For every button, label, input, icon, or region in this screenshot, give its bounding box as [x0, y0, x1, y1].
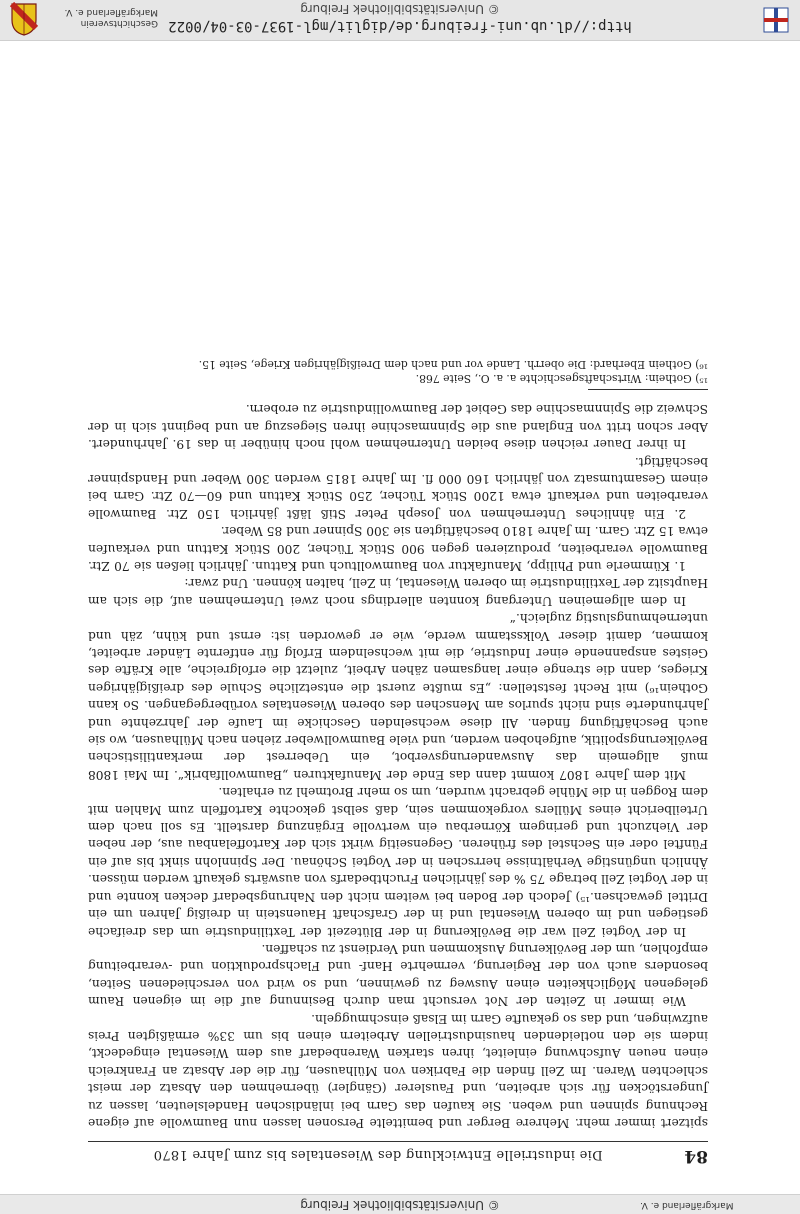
- paragraph: In der Vogtei Zell war die Bevölkerung in der Blütezeit der Textilindustrie um das dreifache gestiegen und im oberen Wiesental und in der Grafschaft Hauenstein in dreißig Jahren um ein Drittel gewachsen.¹⁵) Jedoch der Boden bei weitem nicht den Nahrungsbedarf decken konnte und in der Vogtei Zell betrage 75 % des jährlichen Fruchtbedarfs von auswärts gekauft werden müssen. Ähnlich ungünstige Verhältnisse herrschen in der Vogtei Schönau. Der Spinnlohn sinkt bis auf ein Fünftel oder ein Sechstel des früheren. Gegenseitig wirkt sich der Kartoffelanbau aus, der neben der Viehzucht und geringem Körnerbau ein wertvolle Ergänzung darstellt. Es soll nach dem Urteilbericht eines Müllers vorgekommen sein, daß selbst gekochte Kartoffeln zum Mahlen mit dem Roggen in die Mühle gebracht wurden, um so mehr Brotmehl zu erhalten.: [88, 785, 708, 939]
- paragraph: In dem allgemeinen Untergang konnten allerdings noch zwei Unternehmen auf, die sich am Hauptsitz der Textilindustrie im oberen Wiesental, in Zell, halten können. Und zwar:: [88, 576, 708, 608]
- list-item: 2. Ein ähnliches Unternehmen von Joseph Peter Stiß läßt jährlich 150 Ztr. Baumwolle verarbeiten und verkauft etwa 1200 Stück Tücher, 250 Stück Kattun und 60—70 Ztr. Garn bei einem Gesamtumsatz von jährlich 160 000 fl. Im Jahre 1815 werden 300 Weber und Handspinner beschäftigt.: [88, 454, 708, 521]
- footnote: ¹⁶) Gothein Eberhard: Die oberrh. Lande vor und nach dem Dreißigjährigen Kriege, Seite 15.: [198, 357, 708, 371]
- top-toolbar: [0, 0, 800, 41]
- paragraph: spitzert immer mehr. Mehrere Berger und bemittelte Personen lassen nun Baumwolle auf eigene Rechnung spinnen und weben. Sie kaufen das Garn bei inländischen Handelsleuten, lassen zu Jungerstöcken für sich arbeiten, und Fauslerer (Gängler) übernehmen den Absatz der meist schlechten Waren. Im Zell finden die Fabriken von Mülhausen, für die der Absatz an Frankreich einen neuen Aufschwung einleitet, ihren starken Warenbedarf aus dem Wiesental eingedeckt, indem sie den notleidenden hausindustriellen Arbeitern einen bis um 33% ermäßigten Preis aufzwingen, und das so gekaufte Garn im Elsaß einschmuggeln.: [88, 1011, 708, 1130]
- page-body: [88, 357, 708, 1166]
- footer-copyright: © Universitätsbibliothek Freiburg: [300, 1198, 500, 1212]
- society-crest-icon: [10, 2, 38, 36]
- bottom-toolbar: [0, 1194, 800, 1214]
- list-item: 1. Kümmerle und Philipp, Manufaktur von Baumwolltuch und Kattun. Jährlich ließen sie 70 Ztr. Baumwolle verarbeiten, produzieren gegen 900 Stück Tücher, 200 Stück Kattun und verkaufen etwa 15 Ztr. Garn. Im Jahre 1810 beschäftigten sie 300 Spinner und 85 Weber.: [88, 524, 708, 573]
- university-logo-icon: [762, 6, 790, 34]
- footer-society: Markgräflerland e. V.: [640, 1200, 734, 1210]
- running-head-title: Die industrielle Entwicklung des Wiesentales bis zum Jahre 1870: [153, 1147, 603, 1162]
- document-url[interactable]: http://dl.ub.uni-freiburg.de/diglit/mgl-1937-03-04/0022: [168, 18, 632, 34]
- footnote: ¹⁵) Gothein: Wirtschaftsgeschichte a. a. O., Seite 768.: [415, 371, 708, 385]
- paragraph: In ihrer Dauer reichen diese beiden Unternehmen wohl noch hinüber in das 19. Jahrhundert. Aber schon tritt von England aus die Spinnmaschine ihren Siegeszug an und beginnt sich in der Schweiz die Spinnmaschine das Gebiet der Baumwollindustrie zu erobern.: [88, 402, 708, 452]
- society-label: Geschichtsverein Markgräflerland e. V.: [64, 7, 158, 28]
- footnote-divider: [588, 389, 708, 390]
- running-head: [88, 1141, 708, 1166]
- paragraph: Mit dem Jahre 1807 kommt dann das Ende der Manufakturen „Baumwollfabrik“. Im Mai 1808 muß allgemein das Auswanderungsverbot, ein Ueberrest der merkantilistischen Bevölkerungspolitik, aufgehoben werden, und viele Baumwollweber ziehen nach Mülhausen, wo sie auch Beschäftigung finden. All diese wechselnden Geschicke im Laufe der Jahrzehnte und Jahrhunderte sind nicht spurlos am Menschen des oberen Wiesentales vorübergegangen. So kann Gothein¹⁶) mit Recht feststellen: „Es mußte zuerst die entsetzliche Schule des dreißigjährigen Krieges, dann die strenge einer langsamen zähen Arbeit, zuletzt die erfolgreiche, alle Kräfte des Geistes anspannende einer Industrie, die mit wechselndem Erfolg für entfernte Länder arbeitet, kommen, damit dieser Volksstamm werde, wie er geworden ist: ernst und kühn, zäh und unternehmungslustig zugleich.“: [88, 611, 708, 782]
- document-page: [0, 40, 800, 1194]
- toolbar-copyright: © Universitätsbibliothek Freiburg: [300, 2, 500, 16]
- paragraph: Wie immer in Zeiten der Not versucht man durch Besinnung auf die im eigenen Raum gelegenen Möglichkeiten einen Ausweg zu gewinnen, und so wird von verschiedenen Seiten, besonders auch von der Regierung, vermehrte Hanf- und Flachsproduktion und -verarbeitung empfohlen, um der Bevölkerung Auskommen und Verdienst zu schaffen.: [88, 941, 708, 1009]
- page-number: 84: [684, 1146, 708, 1166]
